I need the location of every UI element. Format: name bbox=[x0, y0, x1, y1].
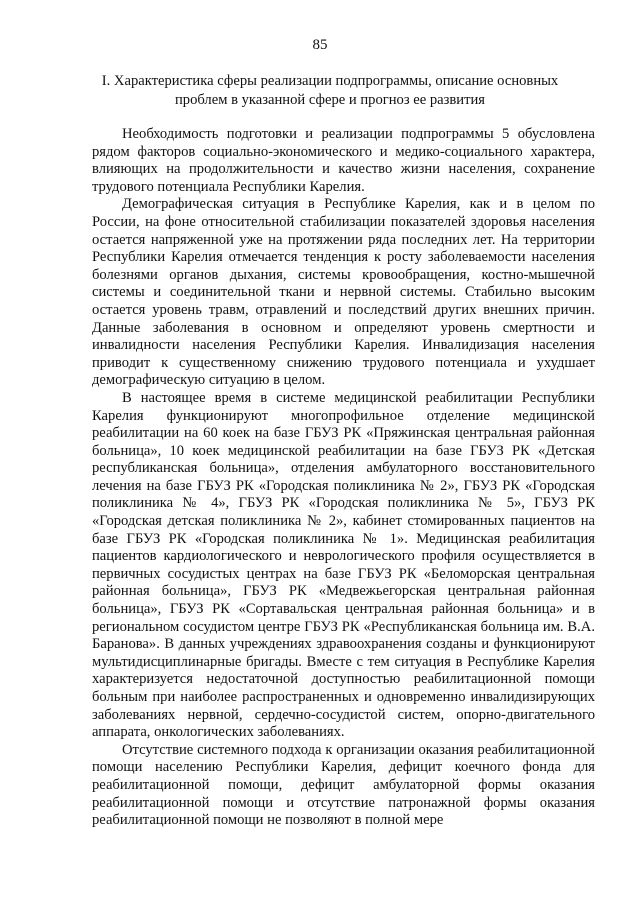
paragraph: Необходимость подготовки и реализации подпрограммы 5 обусловлена рядом факторов социально-экономического и медико-социального характера, влияющих на продолжительности и качество жизни населения, сохранение трудового потенциала Республики Карелия. bbox=[92, 126, 595, 195]
section-heading: I. Характеристика сферы реализации подпрограммы, описание основных проблем в указанной сфере и прогноз ее развития bbox=[101, 73, 559, 108]
paragraph: Демографическая ситуация в Республике Карелия, как и в целом по России, на фоне относительной стабилизации показателей здоровья населения остается напряженной уже на протяжении ряда последних лет. На территории Республики Карелия отмечается тенденция к росту заболеваемости населения болезнями органов дыхания, системы кровообращения, костно-мышечной системы и соединительной ткани и нервной системы. Стабильно высоким остается уровень травм, отравлений и последствий других внешних причин. Данные заболевания в основном и определяют уровень смертности и инвалидности населения Республики Карелия. Инвалидизация населения приводит к существенному снижению трудового потенциала и ухудшает демографическую ситуацию в целом. bbox=[92, 196, 595, 389]
paragraph: Отсутствие системного подхода к организации оказания реабилитационной помощи населению Республики Карелия, дефицит коечного фонда для реабилитационной помощи, дефицит амбулаторной формы оказания реабилитационной помощи и отсутствие патронажной формы оказания реабилитационной помощи не позволяют в полной мере bbox=[92, 741, 595, 829]
body-text bbox=[92, 126, 595, 830]
page-number: 85 bbox=[312, 37, 328, 53]
paragraph: В настоящее время в системе медицинской реабилитации Республики Карелия функционируют многопрофильное отделение медицинской реабилитации на 60 коек на базе ГБУЗ РК «Пряжинская центральная районная больница», 10 коек медицинской реабилитации на базе ГБУЗ РК «Детская республиканская больница», отделения амбулаторного восстановительного лечения на базе ГБУЗ РК «Городская поликлиника № 2», ГБУЗ РК «Городская поликлиника № 4», ГБУЗ РК «Городская поликлиника № 5», ГБУЗ РК «Городская детская поликлиника № 2», кабинет стомированных пациентов на базе ГБУЗ РК «Городская поликлиника № 1». Медицинская реабилитация пациентов кардиологического и неврологического профиля осуществляется в первичных сосудистых центрах на базе ГБУЗ РК «Беломорская центральная районная больница», ГБУЗ РК «Медвежьегорская центральная районная больница», ГБУЗ РК «Сортавальская центральная районная больница» и в региональном сосудистом центре ГБУЗ РК «Республиканская больница им. В.А. Баранова». В данных учреждениях здравоохранения созданы и функционируют мультидисциплинарные бригады. Вместе с тем ситуация в Республике Карелия характеризуется недостаточной доступностью реабилитационной помощи больным при наиболее распространенных и одновременно инвалидизирующих заболеваниях нервной, сердечно-сосудистой систем, опорно-двигательного аппарата, онкологических заболеваниях. bbox=[92, 389, 595, 741]
